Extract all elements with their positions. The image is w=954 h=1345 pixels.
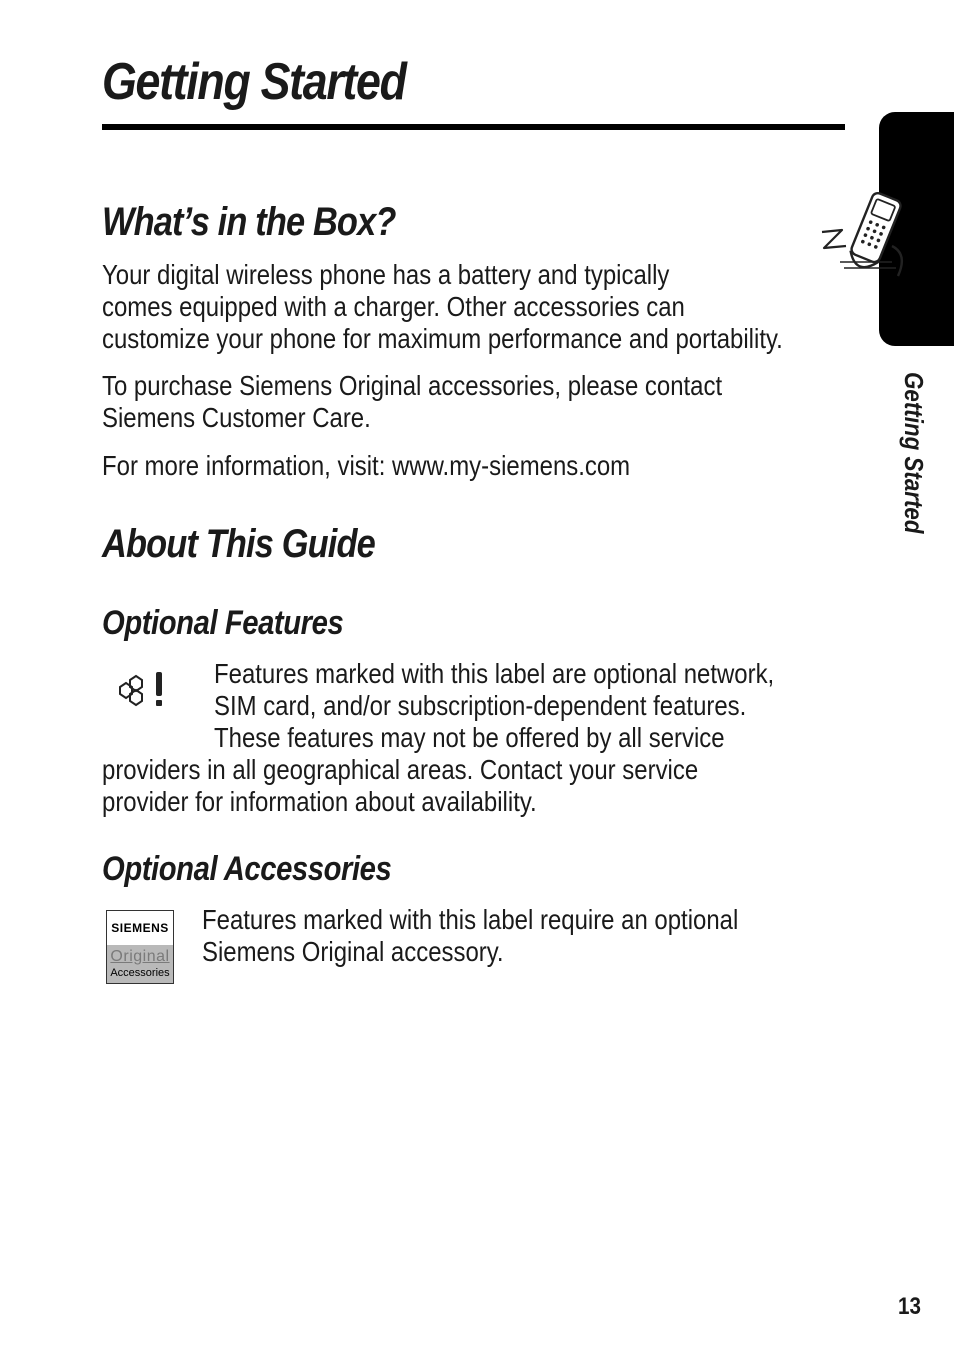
text-line: Features marked with this label require an optional (202, 904, 739, 935)
badge-brand-area (107, 911, 173, 945)
text-line: provider for information about availability. (102, 786, 537, 817)
text-line: customize your phone for maximum performance and portability. (102, 323, 783, 354)
badge-accessories: Accessories (110, 967, 170, 979)
chapter-tab-label-text: Getting Started (899, 372, 929, 534)
whats-in-box-heading: What’s in the Box? (102, 200, 396, 244)
page-title: Getting Started (102, 53, 406, 111)
badge-original: Original (110, 948, 170, 965)
text-line: Features marked with this label are optional network, (214, 658, 775, 689)
text-line: These features may not be offered by all service (214, 722, 725, 753)
optional-accessories-text (202, 904, 738, 968)
text-line: Your digital wireless phone has a battery and typically (102, 259, 670, 290)
whats-in-box-paragraph-3 (102, 450, 630, 482)
text-line: providers in all geographical areas. Contact your service (102, 754, 699, 785)
whats-in-box-paragraph-2 (102, 370, 722, 434)
optional-features-heading: Optional Features (102, 604, 344, 642)
network-feature-icon (116, 666, 174, 712)
badge-label-area (107, 945, 173, 983)
optional-features-text-bottom (102, 754, 698, 818)
text-line: Siemens Customer Care. (102, 402, 371, 433)
chapter-tab-label (895, 372, 935, 552)
flip-phone-icon (812, 180, 922, 285)
optional-features-text-top (214, 658, 774, 754)
optional-accessories-heading: Optional Accessories (102, 850, 392, 888)
about-guide-heading: About This Guide (102, 522, 375, 566)
text-line: To purchase Siemens Original accessories, please contact (102, 370, 723, 401)
text-line: comes equipped with a charger. Other accessories can (102, 291, 685, 322)
title-rule (102, 124, 845, 130)
badge-brand: SIEMENS (111, 921, 169, 935)
siemens-original-accessories-badge (106, 910, 174, 984)
whats-in-box-paragraph-1 (102, 259, 783, 355)
text-line: For more information, visit: www.my-siemens.com (102, 450, 631, 481)
page-number: 13 (898, 1293, 921, 1320)
text-line: Siemens Original accessory. (202, 936, 504, 967)
text-line: SIM card, and/or subscription-dependent features. (214, 690, 747, 721)
